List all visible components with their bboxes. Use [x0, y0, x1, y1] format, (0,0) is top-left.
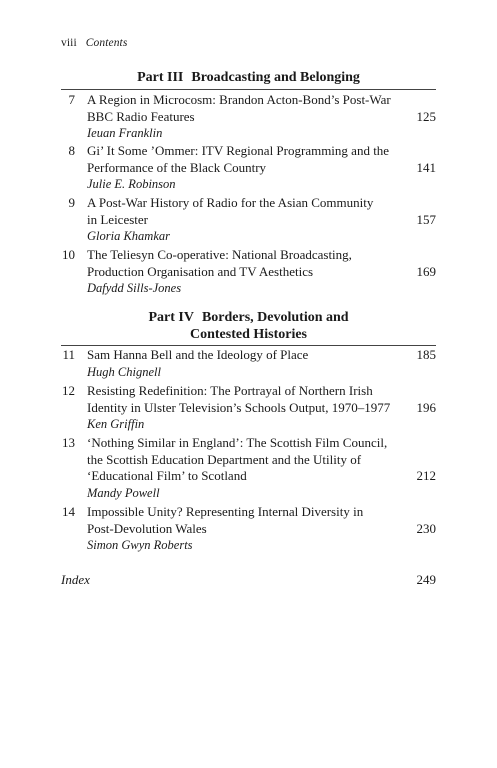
- chapter-title-line: A Region in Microcosm: Brandon Acton-Bond’s Post-War: [87, 92, 391, 107]
- chapter-author: Julie E. Robinson: [87, 177, 176, 191]
- chapter-title-line: the Scottish Education Department and the Utility of: [87, 451, 362, 467]
- chapter-title-line: Post-Devolution Wales: [87, 520, 207, 536]
- chapter-author: Gloria Khamkar: [87, 229, 170, 243]
- chapter-title-line: Sam Hanna Bell and the Ideology of Place: [87, 347, 309, 362]
- chapter-page: 212: [416, 468, 436, 483]
- chapter-page: 169: [416, 263, 436, 279]
- chapter-number: 7: [68, 92, 75, 107]
- chapter-page: 141: [416, 159, 436, 175]
- chapter-author: Simon Gwyn Roberts: [87, 538, 193, 552]
- chapter-page: 125: [416, 108, 436, 124]
- chapter-number: 13: [62, 435, 75, 450]
- chapter-page: 196: [416, 399, 436, 415]
- chapter-title-line: Resisting Redefinition: The Portrayal of Northern Irish: [87, 383, 373, 398]
- chapter-page: 185: [416, 347, 436, 362]
- running-head-title: Contents: [85, 37, 128, 49]
- chapter-page: 157: [416, 211, 436, 227]
- chapter-title-line: Performance of the Black Country: [87, 159, 267, 175]
- chapter-title-line: ‘Educational Film’ to Scotland: [87, 468, 247, 483]
- part-title: Borders, Devolution and: [201, 310, 349, 325]
- chapter-author: Dafydd Sills-Jones: [87, 281, 182, 295]
- chapter-number: 9: [68, 195, 75, 210]
- part-title: Broadcasting and Belonging: [191, 70, 360, 85]
- part-rule: [61, 345, 436, 346]
- chapter-title-line: in Leicester: [87, 211, 148, 227]
- chapter-title-line: Impossible Unity? Representing Internal Diversity in: [87, 504, 364, 519]
- chapter-number: 11: [62, 347, 75, 362]
- chapter-number: 8: [68, 143, 75, 158]
- chapter-author: Ken Griffin: [87, 417, 145, 431]
- chapter-author: Ieuan Franklin: [87, 126, 163, 140]
- running-head: [61, 37, 127, 49]
- part-label: Part IV: [148, 310, 194, 325]
- chapter-title-line: Production Organisation and TV Aesthetics: [87, 263, 314, 279]
- chapter-number: 12: [62, 383, 75, 398]
- chapter-author: Hugh Chignell: [87, 364, 161, 379]
- chapter-number: 10: [62, 247, 75, 262]
- chapter-title-line: Identity in Ulster Television’s Schools Output, 1970–1977: [87, 399, 391, 415]
- chapter-page: 230: [416, 520, 436, 536]
- part-label: Part III: [137, 70, 184, 85]
- chapter-title-line: A Post-War History of Radio for the Asian Community: [87, 195, 374, 210]
- toc-index-entry[interactable]: [61, 572, 436, 589]
- chapter-title-line: Gi’ It Some ’Ommer: ITV Regional Programming and the: [87, 143, 390, 158]
- chapter-title-line: BBC Radio Features: [87, 108, 195, 124]
- chapter-title-line: ‘Nothing Similar in England’: The Scottish Film Council,: [87, 435, 388, 450]
- part-title-line-2: Contested Histories: [189, 327, 308, 342]
- chapter-author: Mandy Powell: [87, 485, 160, 500]
- chapter-number: 14: [62, 504, 75, 519]
- chapter-title-line: The Teliesyn Co-operative: National Broadcasting,: [87, 247, 352, 262]
- part-heading-3: [61, 69, 436, 86]
- folio: viii: [61, 37, 77, 49]
- part-rule: [61, 89, 436, 90]
- index-label: Index: [61, 572, 90, 587]
- part-heading-4: [61, 309, 436, 343]
- index-page: 249: [416, 572, 436, 587]
